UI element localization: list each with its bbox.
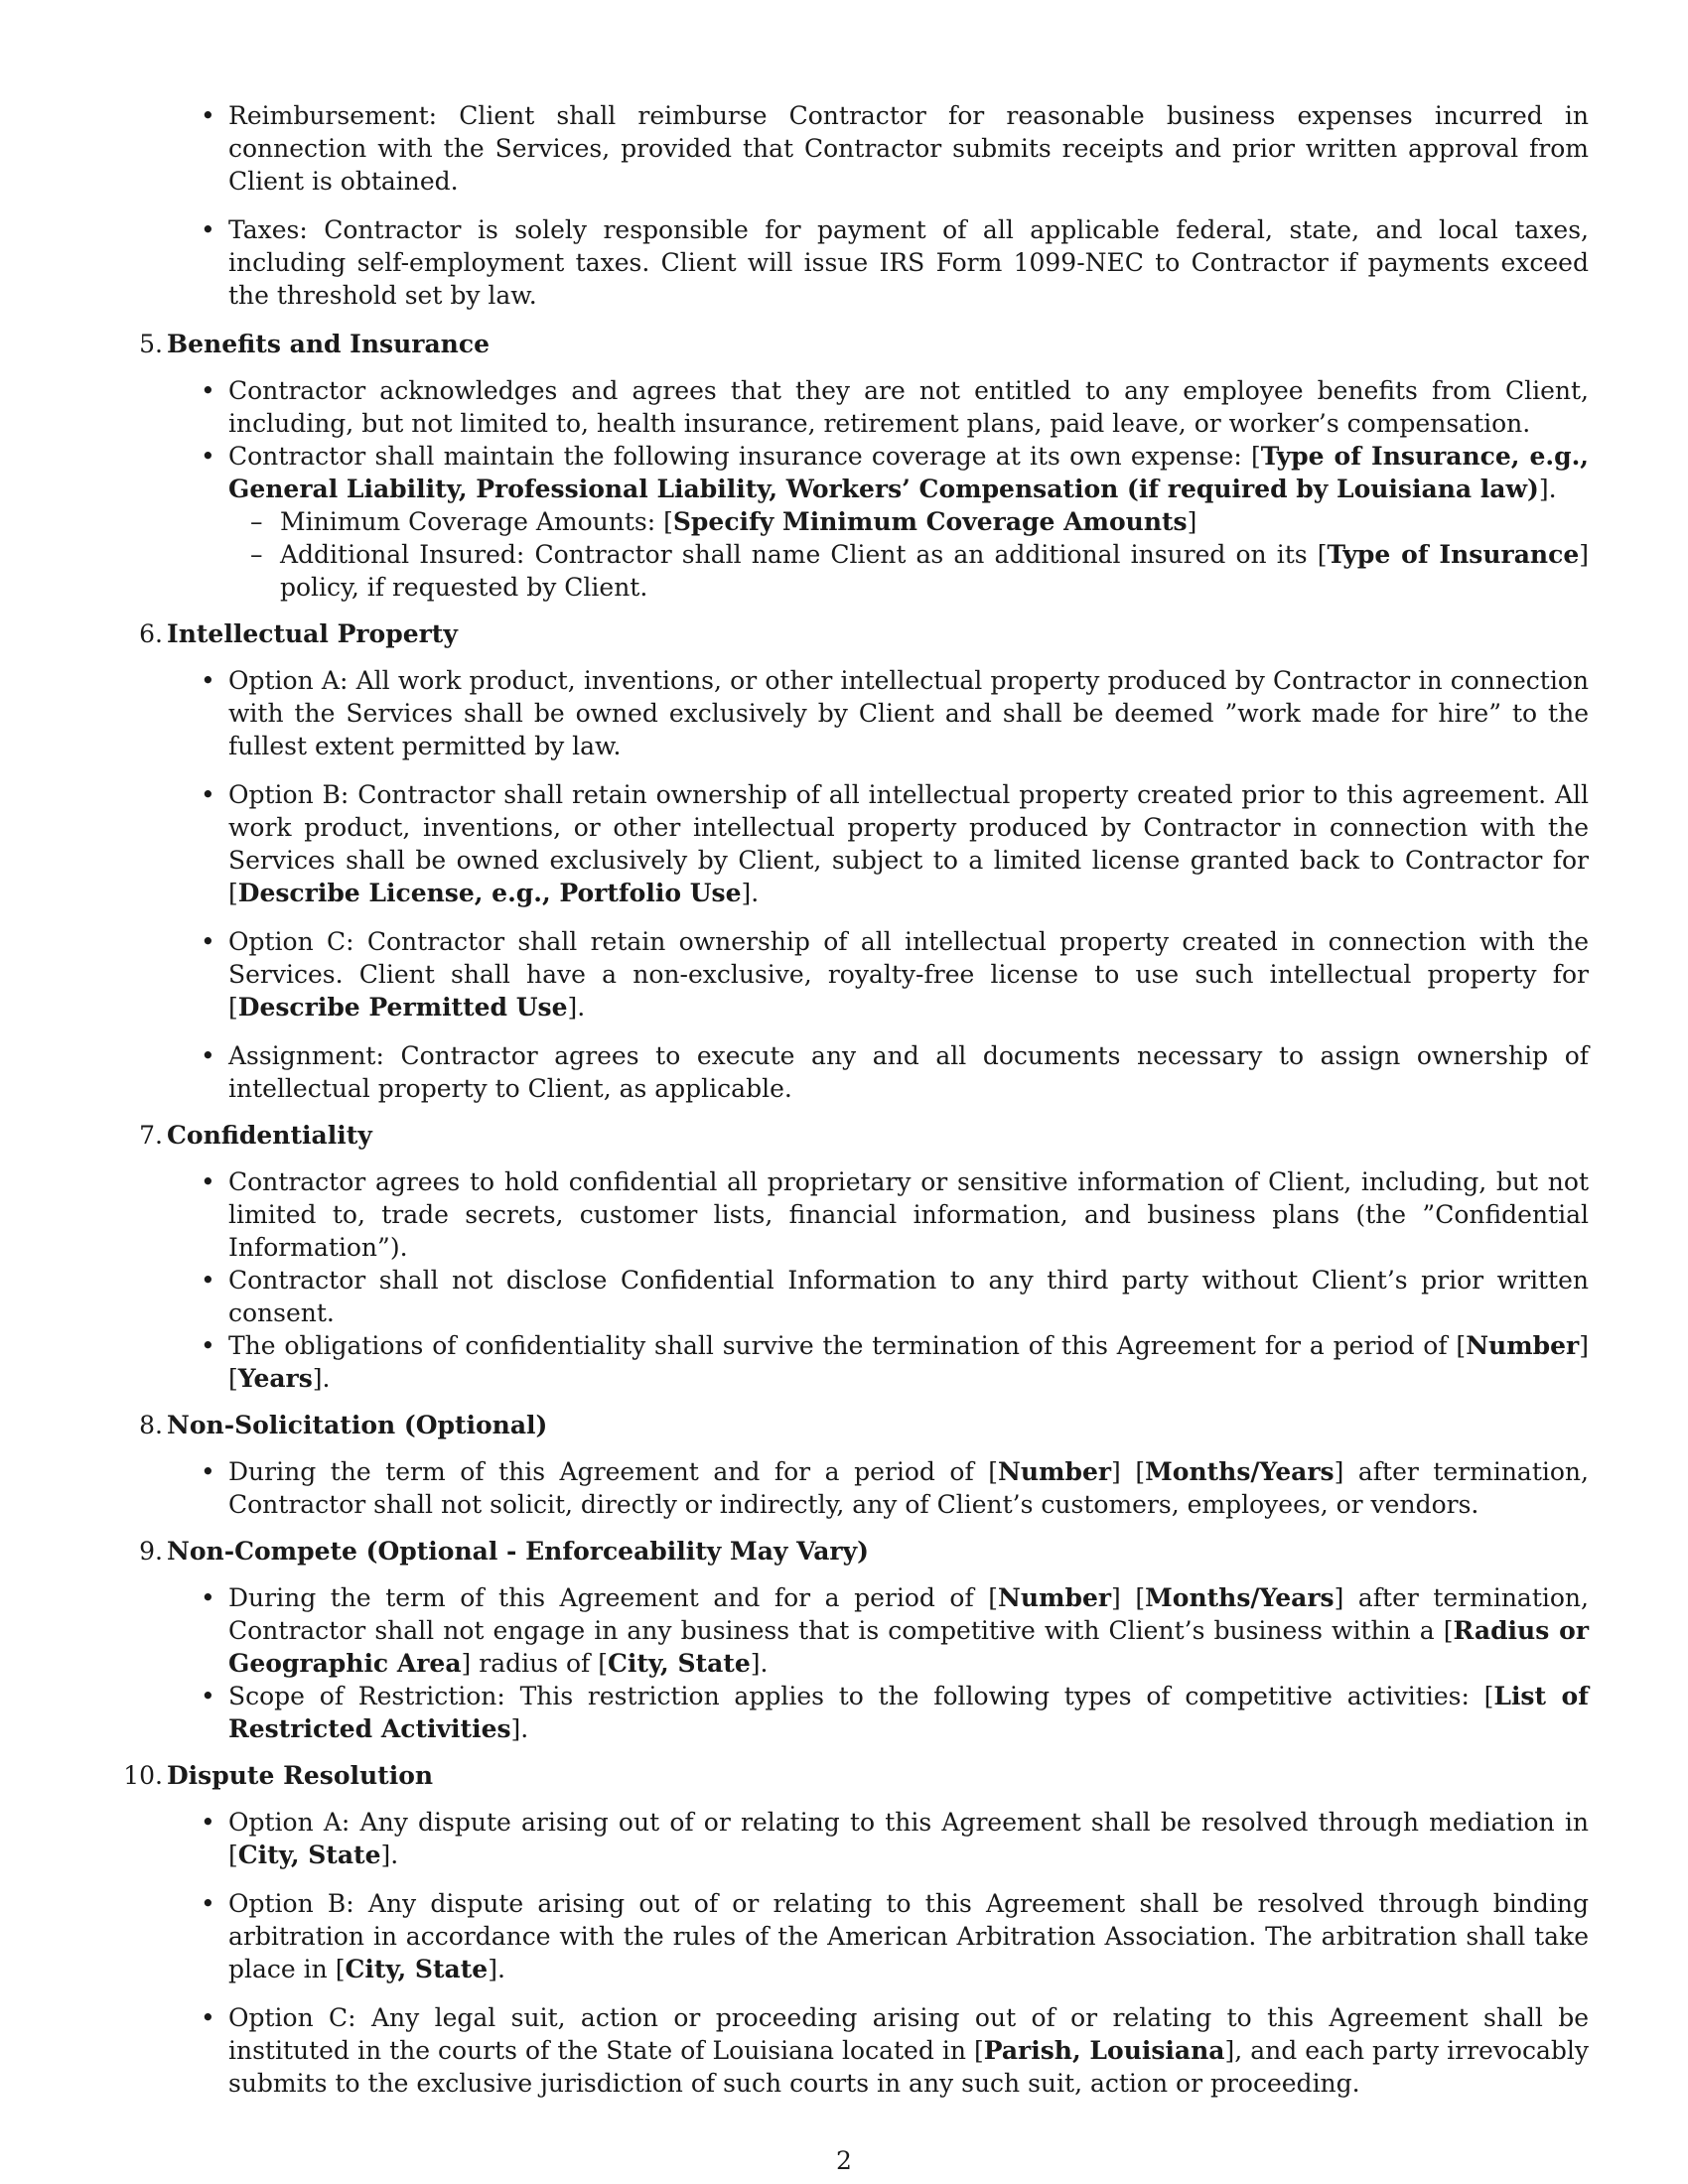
sub-item: [228, 538, 1589, 604]
bullet-list: [119, 1165, 1589, 1395]
section-number: 9.: [139, 1537, 163, 1566]
bullet-list: [119, 664, 1589, 1105]
bullet-list: [119, 374, 1589, 604]
text-run: ].: [750, 1649, 769, 1678]
section-non-solicitation: [119, 1409, 1589, 1521]
list-item: [119, 1887, 1589, 1985]
list-item: [119, 1806, 1589, 1871]
text-run: ].: [1538, 475, 1557, 503]
placeholder-field: Specify Minimum Coverage Amounts: [672, 507, 1188, 536]
text-run: Option B: Any dispute arising out of or relating to this Agreement shall be resolved through binding arbitration in accordance with the rules of the American Arbitration Association. The arbitration shall take place in [: [228, 1889, 1589, 1983]
placeholder-field: City, State: [345, 1955, 489, 1983]
placeholder-field: Months/Years: [1145, 1457, 1335, 1486]
section-heading: [119, 1119, 1589, 1152]
placeholder-field: Parish, Louisiana: [983, 2036, 1225, 2065]
section-benefits-insurance: [119, 328, 1589, 604]
sub-list: [228, 505, 1589, 604]
section-heading: [119, 1759, 1589, 1792]
list-item: • Contractor acknowledges and agrees that they are not entitled to any employee benefits from Client, including, but not limited to, health insurance, retirement plans, paid leave, or worker’s compensation.: [119, 374, 1589, 440]
section-number: 8.: [139, 1411, 163, 1439]
placeholder-field: Number: [998, 1457, 1112, 1486]
bullet-list: [119, 1806, 1589, 2100]
placeholder-field: Type of Insurance, e.g., General Liability, Professional Liability, Workers’ Compensation (if required by Louisiana law): [228, 442, 1590, 503]
text-run: ] after termination, Contractor shall not solicit, directly or indirectly, any of Client’s customers, employees, or vendors.: [228, 1457, 1589, 1519]
text-run: ].: [380, 1841, 399, 1869]
text-run: Scope of Restriction: This restriction applies to the following types of competitive activities: [: [228, 1682, 1494, 1710]
text-run: The obligations of confidentiality shall survive the termination of this Agreement for a period of [: [228, 1331, 1467, 1360]
text-run: ] policy, if requested by Client.: [280, 540, 1589, 602]
section-number: 10.: [123, 1761, 163, 1790]
section-heading: [119, 1535, 1589, 1568]
placeholder-field: City, State: [607, 1649, 751, 1678]
placeholder-field: Years: [237, 1364, 313, 1393]
bullet-list: [119, 1455, 1589, 1521]
reimbursement-bullet: • Reimbursement: Client shall reimburse Contractor for reasonable business expenses incurred in connection with the Services, provided that Contractor submits receipts and prior written approval from Client is obtained.: [119, 99, 1589, 198]
placeholder-field: Describe License, e.g., Portfolio Use: [237, 879, 742, 907]
section-number: 5.: [139, 330, 163, 358]
text-run: ].: [312, 1364, 331, 1393]
section-title: Non-Solicitation (Optional): [167, 1411, 548, 1439]
list-item: • Assignment: Contractor agrees to execute any and all documents necessary to assign ownership of intellectual property to Client, as applicable.: [119, 1039, 1589, 1105]
placeholder-field: Describe Permitted Use: [237, 993, 568, 1022]
text-run: Contractor shall maintain the following insurance coverage at its own expense: [: [228, 442, 1261, 471]
text-run: During the term of this Agreement and for a period of [: [228, 1583, 998, 1612]
text-run: ].: [741, 879, 760, 907]
text-run: Minimum Coverage Amounts: [: [280, 507, 673, 536]
section-heading: [119, 328, 1589, 360]
section-non-compete: [119, 1535, 1589, 1745]
list-item: • Option A: All work product, inventions, or other intellectual property produced by Contractor in connection with the Services shall be owned exclusively by Client and shall be deemed ”work made for hire” to the fullest extent permitted by law.: [119, 664, 1589, 762]
text-run: ] [: [228, 1331, 1589, 1393]
list-item: [119, 1680, 1589, 1745]
placeholder-field: Type of Insurance: [1327, 540, 1580, 569]
list-item: [119, 778, 1589, 909]
bullet-list: [119, 1581, 1589, 1745]
text-run: ]: [1187, 507, 1197, 536]
list-item: [119, 1581, 1589, 1680]
text-run: ] radius of [: [461, 1649, 608, 1678]
section-number: 7.: [139, 1121, 163, 1150]
section-dispute-resolution: [119, 1759, 1589, 2100]
page-content: [119, 99, 1589, 2116]
list-item: • Contractor shall not disclose Confidential Information to any third party without Client’s prior written consent.: [119, 1264, 1589, 1329]
text-run: Option C: Contractor shall retain ownership of all intellectual property created in connection with the Services. Client shall have a non-exclusive, royalty-free license to use such intellectual property for [: [228, 927, 1589, 1022]
text-run: Option C: Any legal suit, action or proceeding arising out of or relating to this Agreement shall be instituted in the courts of the State of Louisiana located in [: [228, 2003, 1589, 2065]
payment-bullet-list: [119, 99, 1589, 312]
text-run: ].: [567, 993, 586, 1022]
text-run: ] [: [1111, 1457, 1146, 1486]
text-run: ], and each party irrevocably submits to the exclusive jurisdiction of such courts in any such suit, action or proceeding.: [228, 2036, 1589, 2098]
text-run: During the term of this Agreement and for a period of [: [228, 1457, 998, 1486]
section-title: Intellectual Property: [167, 619, 458, 648]
text-run: Option A: Any dispute arising out of or relating to this Agreement shall be resolved through mediation in [: [228, 1808, 1589, 1869]
list-item: [119, 2001, 1589, 2100]
list-item: • Contractor agrees to hold confidential all proprietary or sensitive information of Client, including, but not limited to, trade secrets, customer lists, financial information, and business plans (the ”Confidential Information”).: [119, 1165, 1589, 1264]
section-heading: [119, 617, 1589, 650]
text-run: Additional Insured: Contractor shall name Client as an additional insured on its [: [280, 540, 1328, 569]
text-run: Option B: Contractor shall retain ownership of all intellectual property created prior to this agreement. All work product, inventions, or other intellectual property produced by Contractor in connection with the Services shall be owned exclusively by Client, subject to a limited license granted back to Contractor for [: [228, 780, 1589, 907]
section-title: Dispute Resolution: [167, 1761, 434, 1790]
placeholder-field: Months/Years: [1145, 1583, 1335, 1612]
sub-item: [228, 505, 1589, 538]
section-confidentiality: [119, 1119, 1589, 1395]
text-run: ] after termination, Contractor shall not engage in any business that is competitive with Client’s business within a [: [228, 1583, 1589, 1645]
placeholder-field: City, State: [237, 1841, 381, 1869]
placeholder-field: Radius or Geographic Area: [228, 1616, 1589, 1678]
placeholder-field: Number: [1466, 1331, 1580, 1360]
list-item: [119, 925, 1589, 1024]
text-run: ].: [510, 1714, 529, 1743]
page-number: 2: [836, 2146, 852, 2175]
section-number: 6.: [139, 619, 163, 648]
section-title: Non-Compete (Optional - Enforceability May Vary): [167, 1537, 869, 1566]
taxes-bullet: • Taxes: Contractor is solely responsible for payment of all applicable federal, state, and local taxes, including self-employment taxes. Client will issue IRS Form 1099-NEC to Contractor if payments exceed the threshold set by law.: [119, 213, 1589, 312]
text-run: ] [: [1111, 1583, 1146, 1612]
list-item: [119, 1329, 1589, 1395]
placeholder-field: Number: [998, 1583, 1112, 1612]
section-intellectual-property: [119, 617, 1589, 1105]
section-title: Confidentiality: [167, 1121, 372, 1150]
section-title: Benefits and Insurance: [167, 330, 490, 358]
section-heading: [119, 1409, 1589, 1441]
text-run: ].: [488, 1955, 505, 1983]
list-item: [119, 440, 1589, 604]
list-item: [119, 1455, 1589, 1521]
placeholder-field: List of Restricted Activities: [228, 1682, 1589, 1743]
